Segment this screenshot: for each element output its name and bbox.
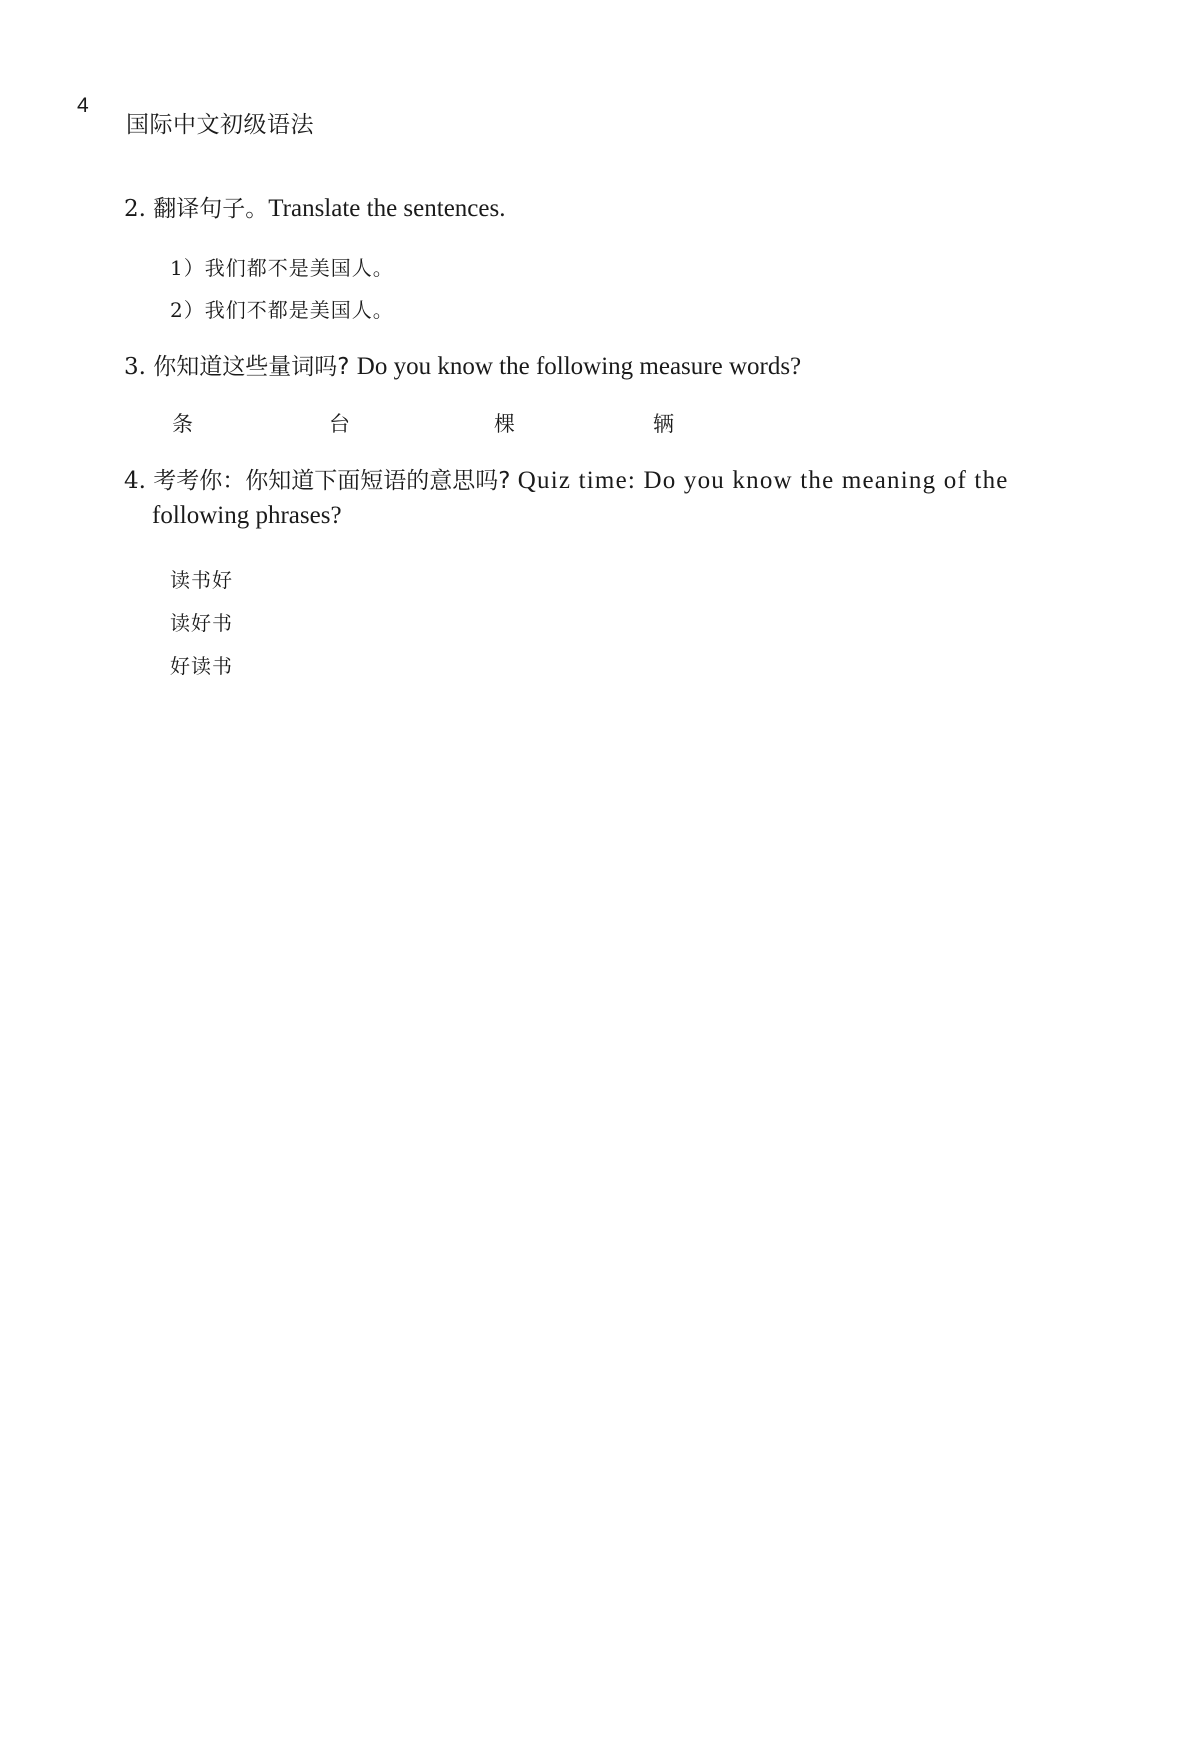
exercise-3-prompt — [124, 346, 801, 388]
exercise-3-number: 3. — [124, 354, 146, 380]
measure-word-3: 棵 — [494, 412, 515, 436]
phrase-2: 读好书 — [170, 611, 233, 635]
measure-word-4: 辆 — [653, 412, 674, 436]
exercise-2-prompt-en: Translate the sentences. — [268, 195, 506, 222]
exercise-2-item-1: 1）我们都不是美国人。 — [170, 256, 394, 280]
exercise-2-prompt-zh: 翻译句子。 — [153, 196, 269, 222]
exercise-4-prompt-en-line2: following phrases? — [152, 502, 342, 529]
exercise-4-prompt-en-line1: Quiz time: Do you know the meaning of the — [517, 467, 1009, 494]
exercise-2-prompt — [124, 188, 505, 230]
exercise-2-item-2: 2）我们不都是美国人。 — [170, 298, 394, 322]
phrase-1: 读书好 — [170, 568, 233, 592]
exercise-3-prompt-en: Do you know the following measure words? — [356, 353, 802, 380]
phrase-3: 好读书 — [170, 654, 233, 678]
exercise-4-number: 4. — [124, 468, 146, 494]
measure-word-2: 台 — [329, 412, 350, 436]
exercise-4-prompt — [124, 460, 1009, 502]
measure-word-1: 条 — [172, 412, 193, 436]
exercise-3-prompt-zh: 你知道这些量词吗? — [153, 354, 350, 380]
exercise-4-prompt-zh: 考考你：你知道下面短语的意思吗? — [153, 468, 511, 494]
page-number: 4 — [77, 94, 89, 117]
book-title: 国际中文初级语法 — [126, 112, 314, 138]
exercise-2-number: 2. — [124, 196, 146, 222]
